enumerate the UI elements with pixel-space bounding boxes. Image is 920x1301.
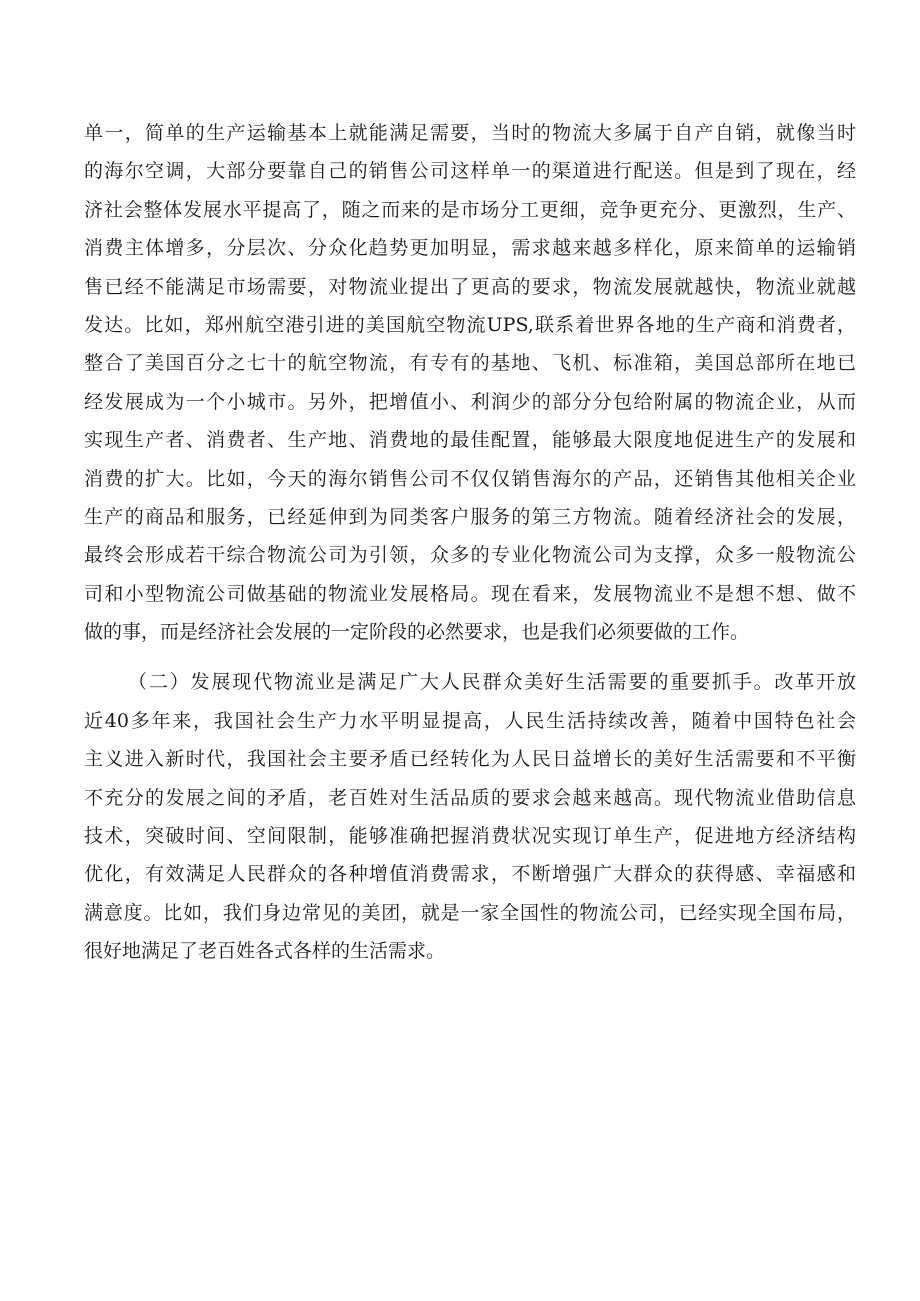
text-line: 整合了美国百分之七十的航空物流，有专有的基地、飞机、标准箱，美国总部所在地已 — [84, 352, 856, 375]
paragraph-spacer — [84, 651, 856, 663]
text-line: 司和小型物流公司做基础的物流业发展格局。现在看来，发展物流业不是想不想、做不 — [84, 582, 856, 605]
text-line: 售已经不能满足市场需要，对物流业提出了更高的要求，物流发展就越快，物流业就越 — [84, 275, 856, 298]
paragraph-2 — [84, 663, 856, 970]
text-line: 单一，简单的生产运输基本上就能满足需要，当时的物流大多属于自产自销，就像当时 — [84, 122, 856, 144]
text-line: 济社会整体发展水平提高了，随之而来的是市场分工更细，竞争更充分、更激烈，生产、 — [84, 198, 856, 221]
text-line: 消费的扩大。比如，今天的海尔销售公司不仅仅销售海尔的产品，还销售其他相关企业 — [84, 467, 856, 490]
text-line: 主义进入新时代，我国社会主要矛盾已经转化为人民日益增长的美好生活需要和不平衡 — [84, 748, 856, 771]
text-line: （二）发展现代物流业是满足广大人民群众美好生活需要的重要抓手。改革开放 — [128, 671, 856, 694]
text-line: 不充分的发展之间的矛盾，老百姓对生活品质的要求会越来越高。现代物流业借助信息 — [84, 786, 856, 809]
text-line: 发达。比如，郑州航空港引进的美国航空物流UPS,联系着世界各地的生产商和消费者， — [84, 313, 856, 336]
paragraph-1 — [84, 114, 856, 651]
text-line: 经发展成为一个小城市。另外，把增值小、利润少的部分分包给附属的物流企业，从而 — [84, 390, 856, 413]
text-line: 近40多年来，我国社会生产力水平明显提高，人民生活持续改善，随着中国特色社会 — [84, 709, 856, 732]
text-line: 优化，有效满足人民群众的各种增值消费需求，不断增强广大群众的获得感、幸福感和 — [84, 863, 856, 886]
text-line: 实现生产者、消费者、生产地、消费地的最佳配置，能够最大限度地促进生产的发展和 — [84, 429, 856, 452]
text-line: 技术，突破时间、空间限制，能够准确把握消费状况实现订单生产，促进地方经济结构 — [84, 825, 856, 848]
text-line: 最终会形成若干综合物流公司为引领，众多的专业化物流公司为支撑，众多一般物流公 — [84, 544, 856, 567]
text-line: 生产的商品和服务，已经延伸到为同类客户服务的第三方物流。随着经济社会的发展， — [84, 505, 856, 528]
text-line: 很好地满足了老百姓各式各样的生活需求。 — [84, 940, 446, 963]
text-line: 做的事，而是经济社会发展的一定阶段的必然要求，也是我们必须要做的工作。 — [84, 621, 750, 644]
text-line: 满意度。比如，我们身边常见的美团，就是一家全国性的物流公司，已经实现全国布局， — [84, 901, 856, 924]
document-body — [84, 114, 856, 971]
text-line: 消费主体增多，分层次、分众化趋势更加明显，需求越来越多样化，原来简单的运输销 — [84, 237, 856, 260]
text-line: 的海尔空调，大部分要靠自己的销售公司这样单一的渠道进行配送。但是到了现在，经 — [84, 160, 856, 183]
